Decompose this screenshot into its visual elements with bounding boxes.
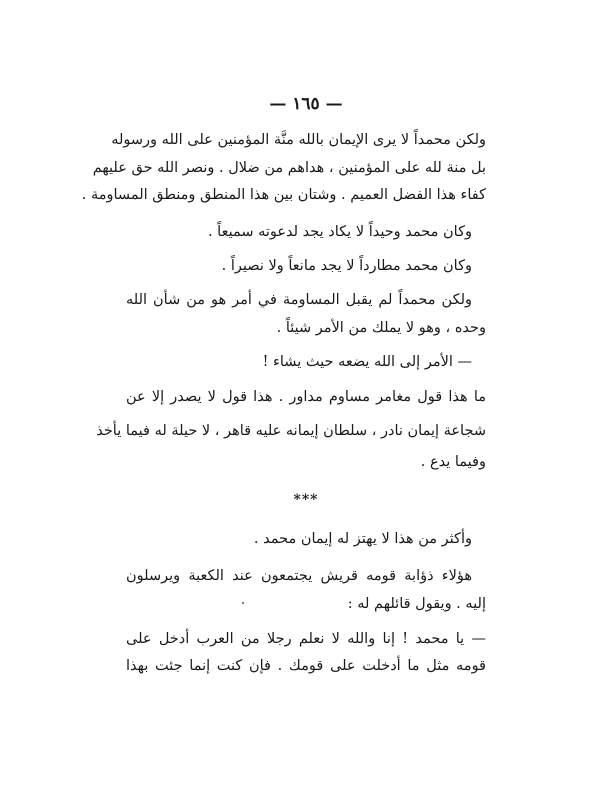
page-number: — ١٦٥ —: [269, 94, 343, 114]
text-line: كفاء هذا الفضل العميم . وشتان بين هذا المنطق ومنطق المساومة .: [81, 187, 486, 203]
text-line: وفيما يدع .: [420, 454, 486, 470]
text-line: إليه . ويقول قائلهم له :: [347, 596, 486, 612]
text-line: بل منة لله على المؤمنين ، هداهم من ضلال . ونصر الله حق عليهم: [92, 160, 486, 176]
text-line: وكان محمد وحيداً لا يكاد يجد لدعوته سميعاً .: [207, 224, 472, 240]
ink-speck: [242, 602, 244, 604]
text-line: — يا محمد ! إنا والله لا نعلم رجلا من العرب أدخل على: [126, 631, 486, 647]
text-line: شجاعة إيمان نادر ، سلطان إيمانه عليه قاهر ، لا حيلة له فيما يأخذ: [96, 423, 486, 439]
text-line: ولكن محمداً لم يقبل المساومة في أمر هو من شأن الله: [126, 292, 472, 308]
section-separator: ***: [293, 492, 319, 508]
text-line: — الأمر إلى الله يضعه حيث يشاء !: [262, 354, 472, 370]
text-line: وكان محمد مطارداً لا يجد مانعاً ولا نصيراً .: [221, 258, 472, 274]
text-line: ما هذا قول مغامر مساوم مداور . هذا قول لا يصدر إلا عن: [126, 389, 486, 405]
text-line: قومه مثل ما أدخلت على قومك . فإن كنت إنما جئت بهذا: [126, 658, 486, 674]
text-line: وأكثر من هذا لا يهتز له إيمان محمد .: [253, 531, 472, 547]
text-line: ولكن محمداً لا يرى الإيمان بالله منَّة المؤمنين على الله ورسوله: [111, 132, 486, 148]
text-line: وحده ، وهو لا يملك من الأمر شيئاً .: [276, 320, 486, 336]
text-line: هؤلاء ذؤابة قومه قريش يجتمعون عند الكعبة ويرسلون: [126, 568, 472, 584]
